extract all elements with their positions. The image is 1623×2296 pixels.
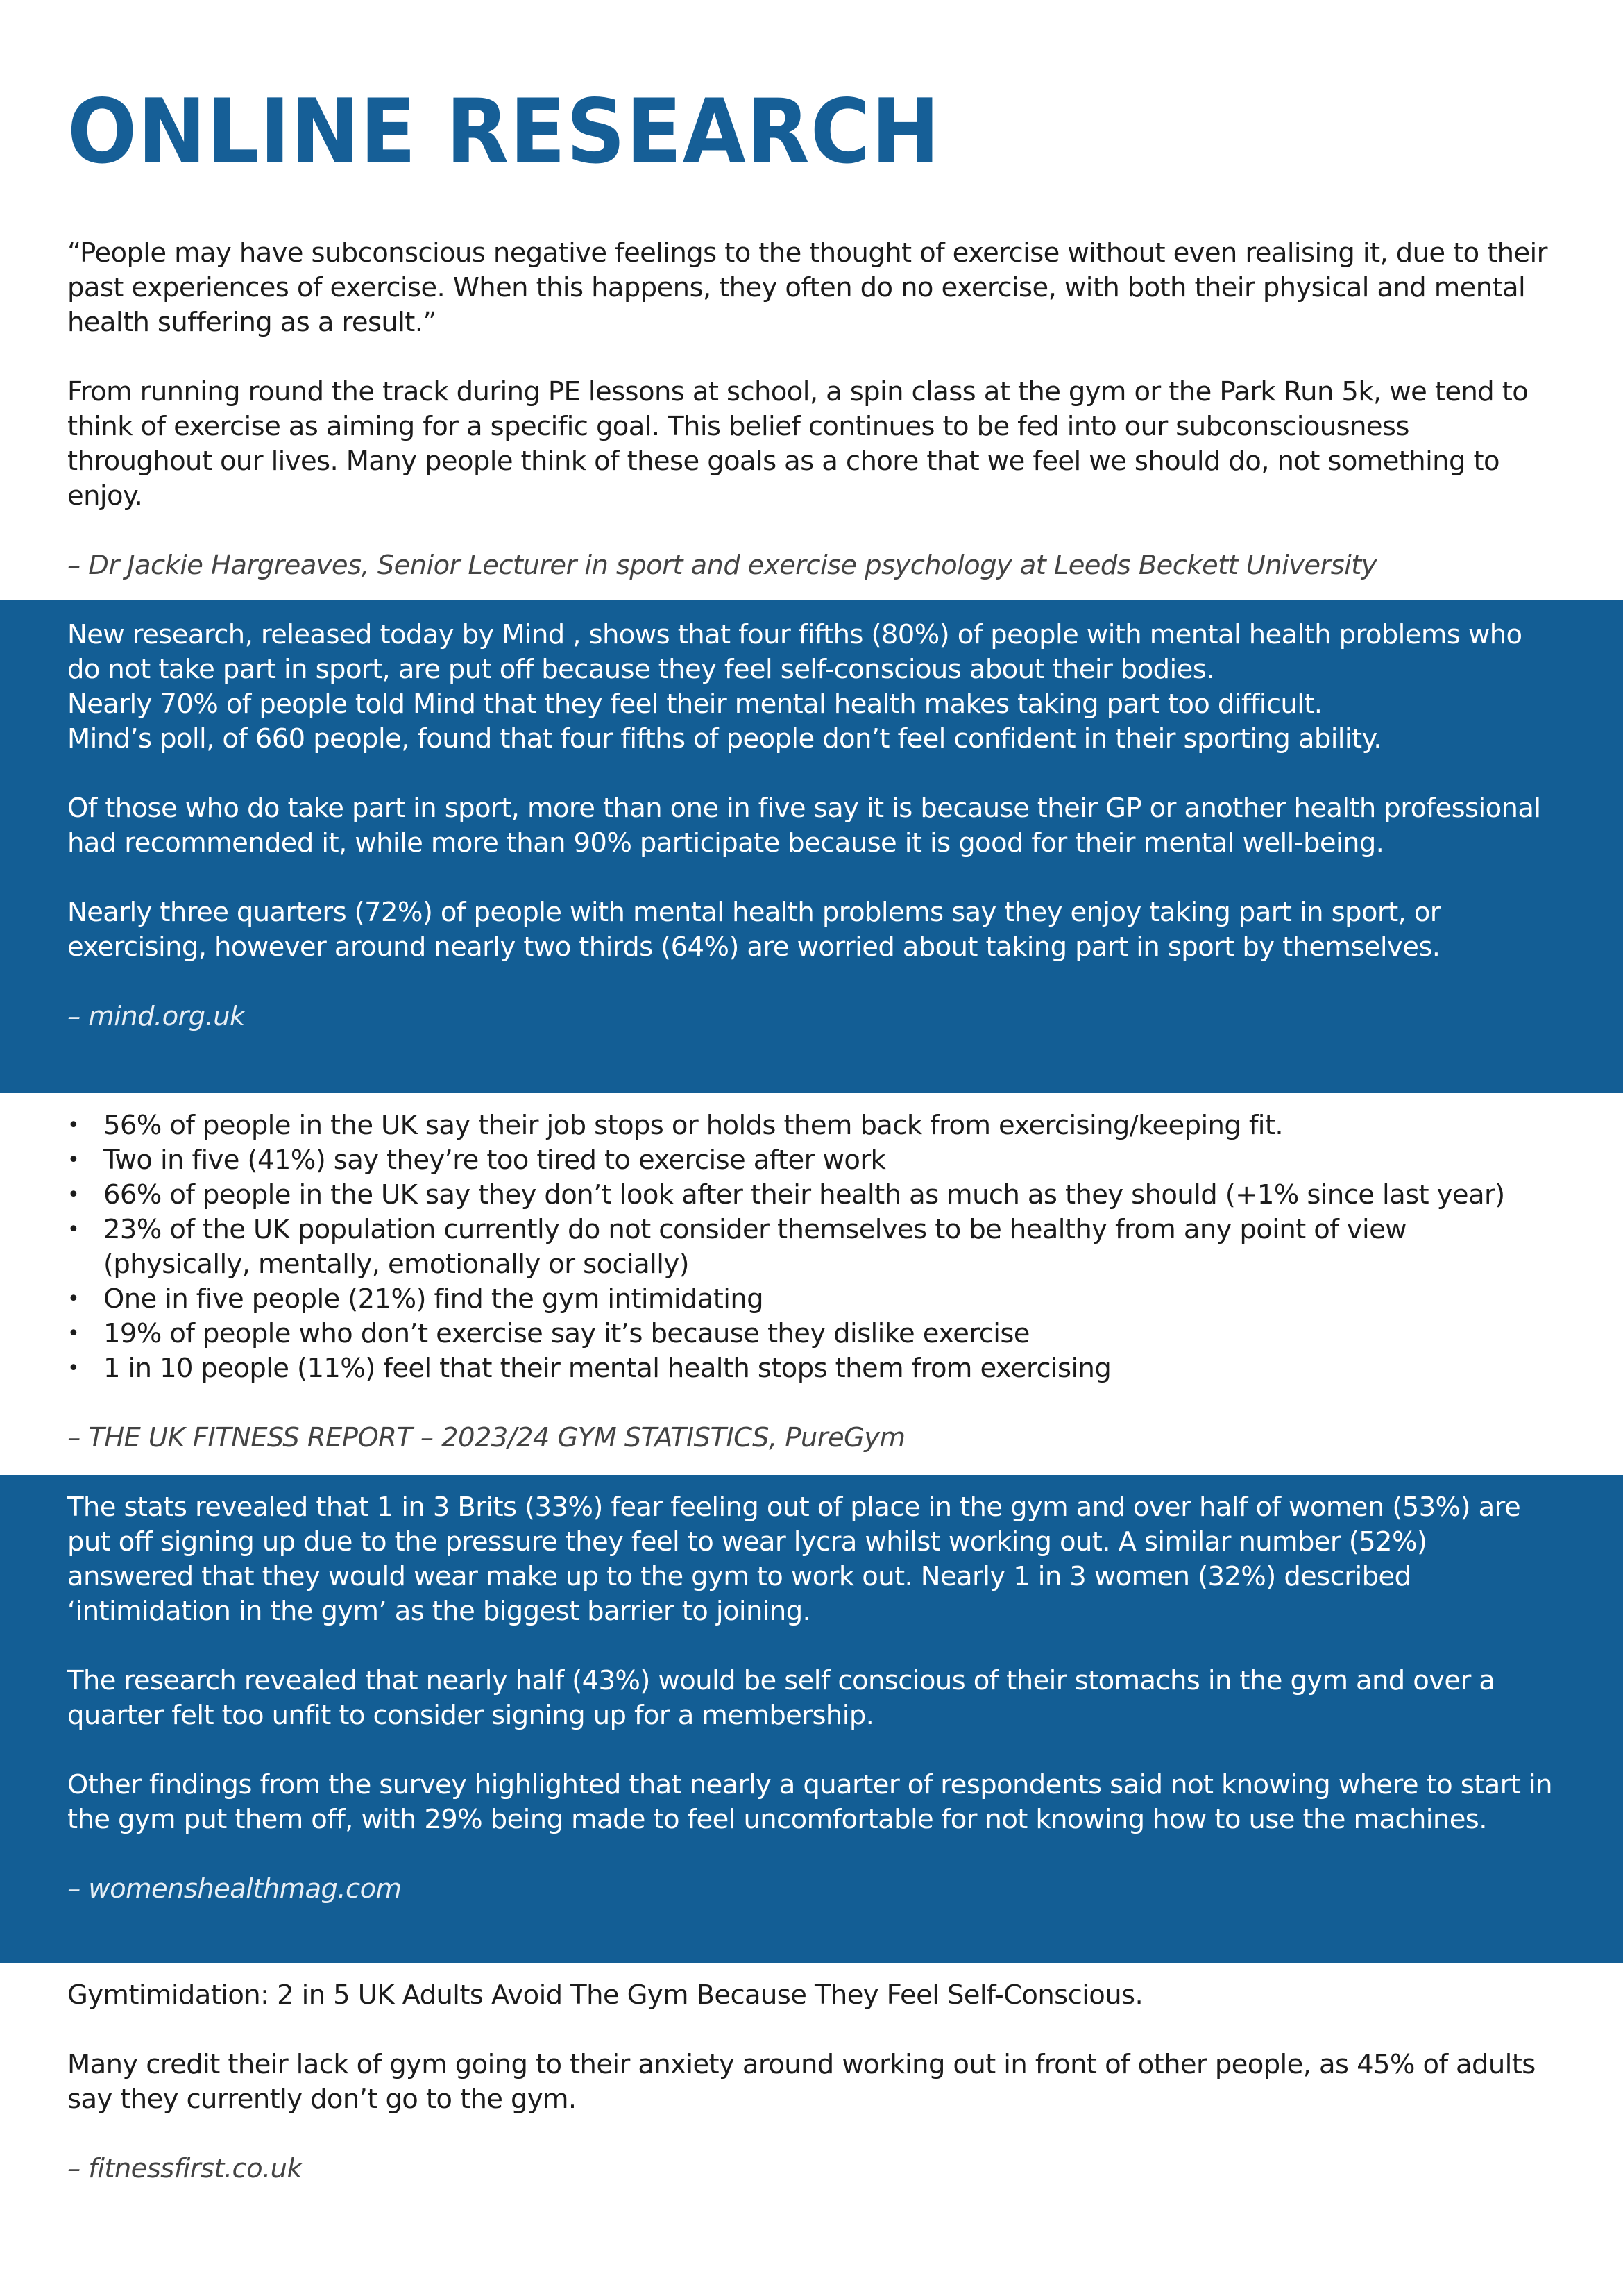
list-item: • 56% of people in the UK say their job stops or holds them back from exercising/keeping fit. [67,1108,1556,1143]
source-citation: – fitnessfirst.co.uk [67,2153,303,2184]
body-line: Mind’s poll, of 660 people, found that four fifths of people don’t feel confident in their sporting ability. [67,723,1382,754]
body-paragraph: The stats revealed that 1 in 3 Brits (33%) fear feeling out of place in the gym and over half of women (53%) are put off signing up due to the pressure they feel to wear lycra whilst working out. A similar number (52%) answered that they would wear make up to the gym to work out. Nearly 1 in 3 women (32%) described ‘intimidation in the gym’ as the biggest barrier to joining. [67,1492,1521,1627]
list-item: • One in five people (21%) find the gym intimidating [67,1282,1556,1317]
body-paragraph: Of those who do take part in sport, more than one in five say it is because their GP or another health professional had recommended it, while more than 90% participate because it is good for their mental well-being. [67,793,1541,859]
section-puregym-stats [0,1108,1623,1455]
list-item: • Two in five (41%) say they’re too tired to exercise after work [67,1143,1556,1178]
section-mind-research [0,600,1623,1093]
body-paragraph: Nearly three quarters (72%) of people with mental health problems say they enjoy taking part in sport, or exercising, however around nearly two thirds (64%) are worried about taking part in sport by themselves. [67,897,1441,963]
body-paragraph: Other findings from the survey highlighted that nearly a quarter of respondents said not knowing where to start in the gym put them off, with 29% being made to feel uncomfortable for not knowing how to use the machines. [67,1769,1552,1835]
body-paragraph: The research revealed that nearly half (43%) would be self conscious of their stomachs in the gym and over a quarter felt too unfit to consider signing up for a membership. [67,1665,1495,1731]
section-womenshealth-stats [0,1475,1623,1963]
list-item: • 1 in 10 people (11%) feel that their mental health stops them from exercising [67,1351,1556,1386]
quote-paragraph: “People may have subconscious negative feelings to the thought of exercise without even realising it, due to their past experiences of exercise. When this happens, they often do no exercise, with both their physical and mental health suffering as a result.” [67,237,1547,338]
source-citation: – mind.org.uk [67,1001,245,1032]
body-paragraph: Many credit their lack of gym going to their anxiety around working out in front of other people, as 45% of adults say they currently don’t go to the gym. [67,2049,1536,2115]
body-paragraph: From running round the track during PE lessons at school, a spin class at the gym or the Park Run 5k, we tend to think of exercise as aiming for a specific goal. This belief continues to be fed into our subconsciousness throughout our lives. Many people think of these goals as a chore that we feel we should do, not something to enjoy. [67,376,1529,512]
section-fitnessfirst [0,1978,1623,2186]
page-title: ONLINE RESEARCH [67,79,941,183]
list-item: • 66% of people in the UK say they don’t look after their health as much as they should (+1% since last year) [67,1178,1556,1213]
list-item: • 19% of people who don’t exercise say it’s because they dislike exercise [67,1317,1556,1351]
source-citation: – womenshealthmag.com [67,1873,402,1905]
body-line: New research, released today by Mind , shows that four fifths (80%) of people with mental health problems who do not take part in sport, are put off because they feel self-conscious about their bodies. [67,619,1522,685]
stats-bullet-list [67,1108,1556,1386]
section-quote-hargreaves [0,236,1623,583]
body-paragraph: Gymtimidation: 2 in 5 UK Adults Avoid The Gym Because They Feel Self-Conscious. [67,1980,1144,2011]
source-citation: – THE UK FITNESS REPORT – 2023/24 GYM STATISTICS, PureGym [67,1422,906,1453]
list-item: • 23% of the UK population currently do not consider themselves to be healthy from any point of view (physically, mentally, emotionally or socially) [67,1213,1556,1282]
source-citation: – Dr Jackie Hargreaves, Senior Lecturer in sport and exercise psychology at Leeds Beckett University [67,550,1377,581]
body-line: Nearly 70% of people told Mind that they feel their mental health makes taking part too difficult. [67,689,1323,720]
